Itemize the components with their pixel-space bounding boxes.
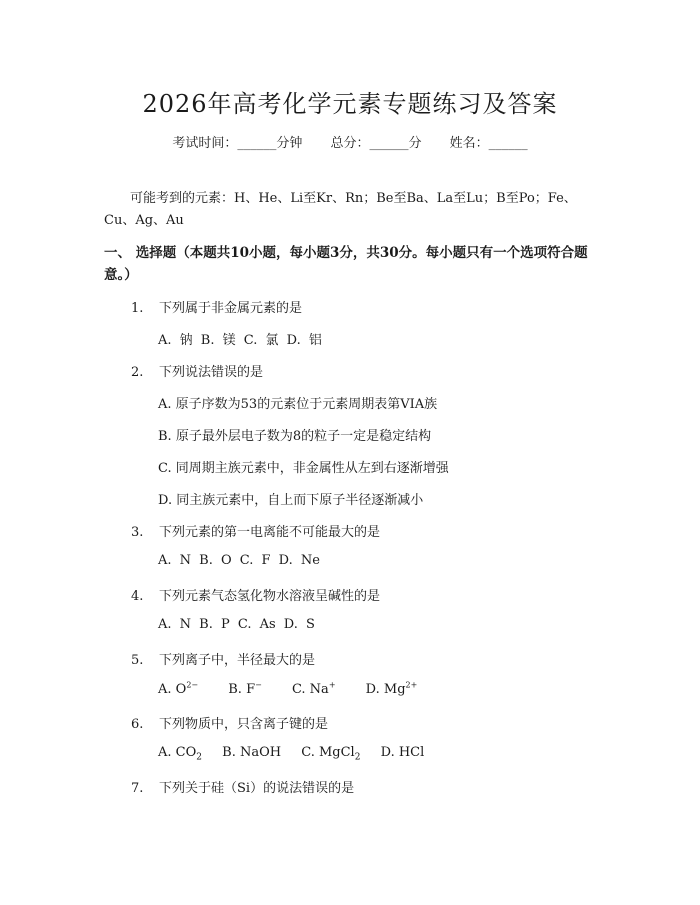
option-d-text: D. Mg [365, 682, 406, 698]
question-text: 下列关于硅（Si）的说法错误的是 [159, 781, 355, 796]
question-2-option-d: D. 同主族元素中，自上而下原子半径逐渐减小 [158, 493, 424, 508]
question-number: 1. [131, 301, 144, 316]
question-3-options: A. N B. O C. F D. Ne [158, 553, 320, 568]
exam-time-field: 考试时间：______分钟 [172, 136, 303, 151]
option-b-charge: − [255, 681, 262, 690]
option-d [366, 682, 418, 697]
question-2 [131, 361, 263, 380]
option-b-text: B. F [228, 682, 256, 698]
question-5 [131, 649, 315, 668]
question-6-options [158, 745, 440, 763]
option-a-text: A. CO [158, 745, 197, 760]
page-title: 2026年高考化学元素专题练习及答案 [142, 90, 558, 118]
question-4 [131, 585, 380, 604]
option-d-charge: 2+ [405, 681, 418, 690]
question-text: 下列元素的第一电离能不可能最大的是 [159, 525, 381, 540]
question-3 [131, 521, 380, 540]
option-a-charge: 2− [186, 681, 199, 690]
question-5-options [158, 681, 433, 697]
question-1 [131, 297, 302, 316]
question-number: 4. [131, 589, 144, 604]
question-2-option-a: A. 原子序数为53的元素位于元素周期表第VIA族 [158, 397, 438, 412]
option-c [292, 682, 336, 697]
question-text: 下列物质中，只含离子键的是 [159, 717, 329, 732]
question-number: 5. [131, 653, 144, 668]
question-2-option-c: C. 同周期主族元素中，非金属性从左到右逐渐增强 [158, 461, 449, 476]
question-number: 3. [131, 525, 144, 540]
question-2-option-b: B. 原子最外层电子数为8的粒子一定是稳定结构 [158, 429, 432, 444]
question-number: 7. [131, 781, 144, 796]
option-c-subscript: 2 [354, 752, 361, 763]
question-text: 下列属于非金属元素的是 [159, 301, 303, 316]
question-1-options: A. 钠 B. 镁 C. 氯 D. 铝 [158, 333, 322, 348]
option-a [158, 745, 202, 763]
option-c-text: C. Na [291, 682, 329, 698]
option-a-text: A. O [158, 682, 187, 698]
question-number: 2. [131, 365, 144, 380]
option-d: D. HCl [380, 745, 425, 760]
option-c-text: C. MgCl [301, 745, 355, 760]
option-a [158, 682, 198, 697]
total-score-field: 总分：______分 [330, 136, 422, 151]
element-scope-note: 可能考到的元素：H、He、Li至Kr、Rn；Be至Ba、La至Lu；B至Po；Fe、Cu、Ag、Au [104, 191, 577, 228]
question-7 [131, 777, 354, 796]
question-4-options: A. N B. P C. As D. S [158, 617, 315, 632]
option-a-subscript: 2 [196, 752, 202, 763]
option-c [301, 745, 361, 763]
option-b: B. NaOH [222, 745, 282, 760]
question-text: 下列元素气态氢化物水溶液呈碱性的是 [159, 589, 381, 604]
question-6 [131, 713, 328, 732]
option-b [228, 682, 262, 697]
exam-meta [0, 132, 700, 151]
option-c-charge: + [328, 681, 336, 690]
question-text: 下列说法错误的是 [159, 365, 264, 380]
question-text: 下列离子中，半径最大的是 [159, 653, 316, 668]
student-name-field: 姓名：______ [449, 136, 528, 151]
question-number: 6. [131, 717, 144, 732]
section-heading: 一、 选择题（本题共10小题，每小题3分，共30分。每小题只有一个选项符合题意。） [104, 245, 588, 283]
